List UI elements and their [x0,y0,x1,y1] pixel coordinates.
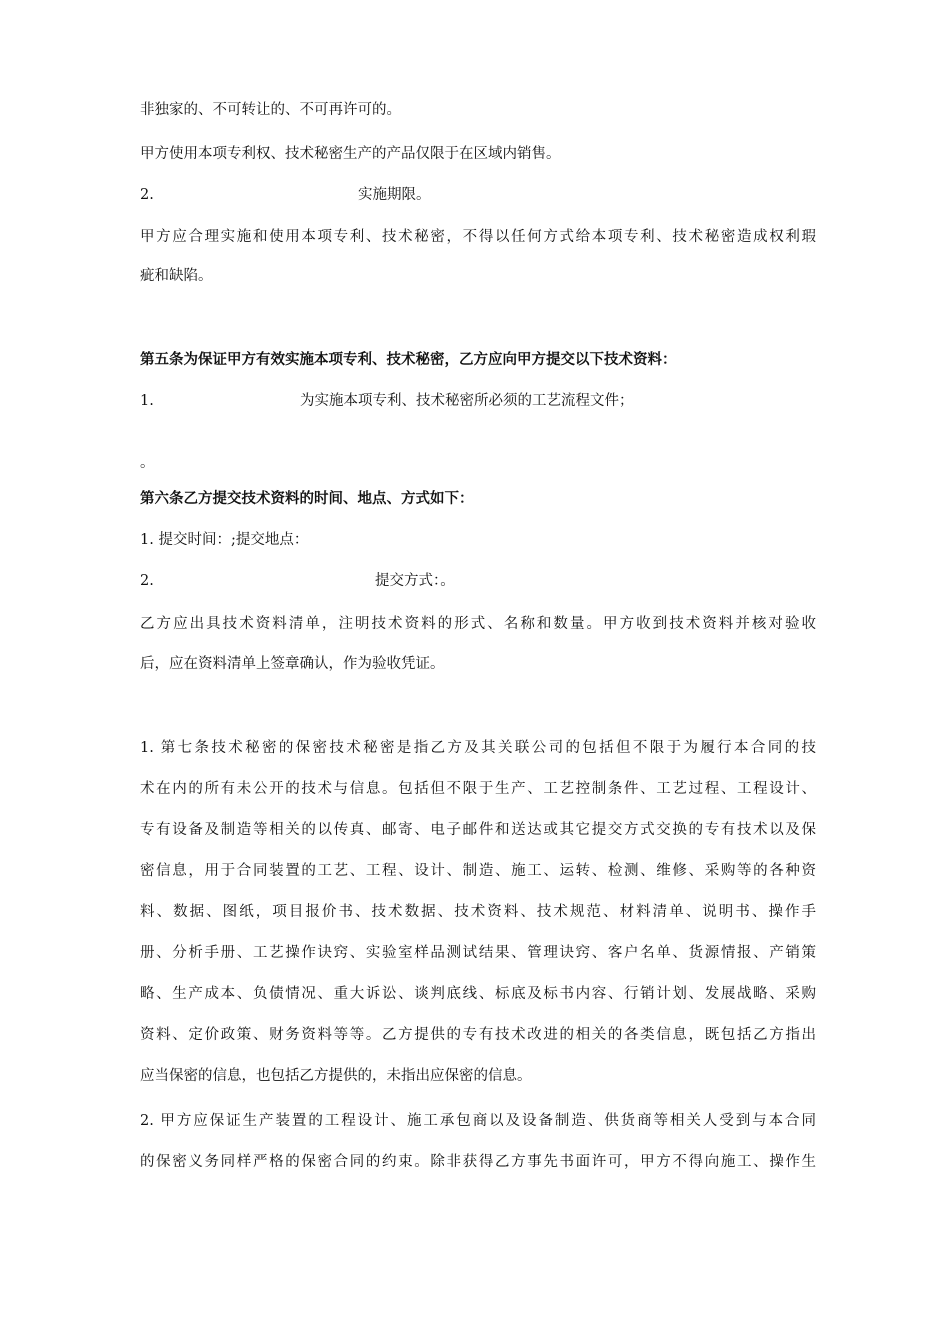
text-line: 甲方使用本项专利权、技术秘密生产的产品仅限于在区域内销售。 [140,146,561,162]
section-heading-article-5: 第五条为保证甲方有效实施本项专利、技术秘密，乙方应向甲方提交以下技术资料： [140,352,677,368]
list-number: 2. [140,573,154,589]
list-number: 1. [140,393,154,409]
text-line: 非独家的、不可转让的、不可再许可的。 [140,102,401,118]
section-heading-article-6: 第六条乙方提交技术资料的时间、地点、方式如下： [140,491,474,507]
text-line: 术在内的所有未公开的技术与信息。包括但不限于生产、工艺控制条件、工艺过程、工程设计、 [140,781,816,797]
text-line: 甲方应合理实施和使用本项专利、技术秘密，不得以任何方式给本项专利、技术秘密造成权利瑕 [140,229,816,245]
text-line: 略、生产成本、负债情况、重大诉讼、谈判底线、标底及标书内容、行销计划、发展战略、采购 [140,986,816,1002]
text-line: 专有设备及制造等相关的以传真、邮寄、电子邮件和送达或其它提交方式交换的专有技术以及保 [140,822,816,838]
text-line: 应当保密的信息，也包括乙方提供的，未指出应保密的信息。 [140,1068,532,1084]
text-line: 密信息，用于合同装置的工艺、工程、设计、制造、施工、运转、检测、维修、采购等的各种资 [140,863,816,879]
text-line: 疵和缺陷。 [140,268,213,284]
list-item-line [140,391,634,411]
text-line: 册、分析手册、工艺操作诀窍、实验室样品测试结果、管理诀窍、客户名单、货源情报、产销策 [140,945,816,961]
list-item-text: 实施期限。 [358,187,431,203]
text-line: 。 [140,455,155,471]
text-line: 资料、定价政策、财务资料等等。乙方提供的专有技术改进的相关的各类信息，既包括乙方指出 [140,1027,816,1043]
list-item-text: 提交方式：。 [375,573,455,589]
text-line: 料、数据、图纸，项目报价书、技术数据、技术资料、技术规范、材料清单、说明书、操作手 [140,904,816,920]
text-line: 后，应在资料清单上签章确认，作为验收凭证。 [140,656,445,672]
list-item-line [140,571,455,591]
list-number: 2. [140,187,154,203]
text-line: 1. 提交时间：;提交地点： [140,532,309,548]
list-item-text: 为实施本项专利、技术秘密所必须的工艺流程文件； [300,393,634,409]
text-line: 乙方应出具技术资料清单，注明技术资料的形式、名称和数量。甲方收到技术资料并核对验收 [140,616,816,632]
list-item-line [140,185,431,205]
text-line: 的保密义务同样严格的保密合同的约束。除非获得乙方事先书面许可，甲方不得向施工、操作生 [140,1154,816,1170]
text-line: 1. 第七条技术秘密的保密技术秘密是指乙方及其关联公司的包括但不限于为履行本合同的技 [140,740,816,756]
text-line: 2. 甲方应保证生产装置的工程设计、施工承包商以及设备制造、供货商等相关人受到与本合同 [140,1113,816,1129]
